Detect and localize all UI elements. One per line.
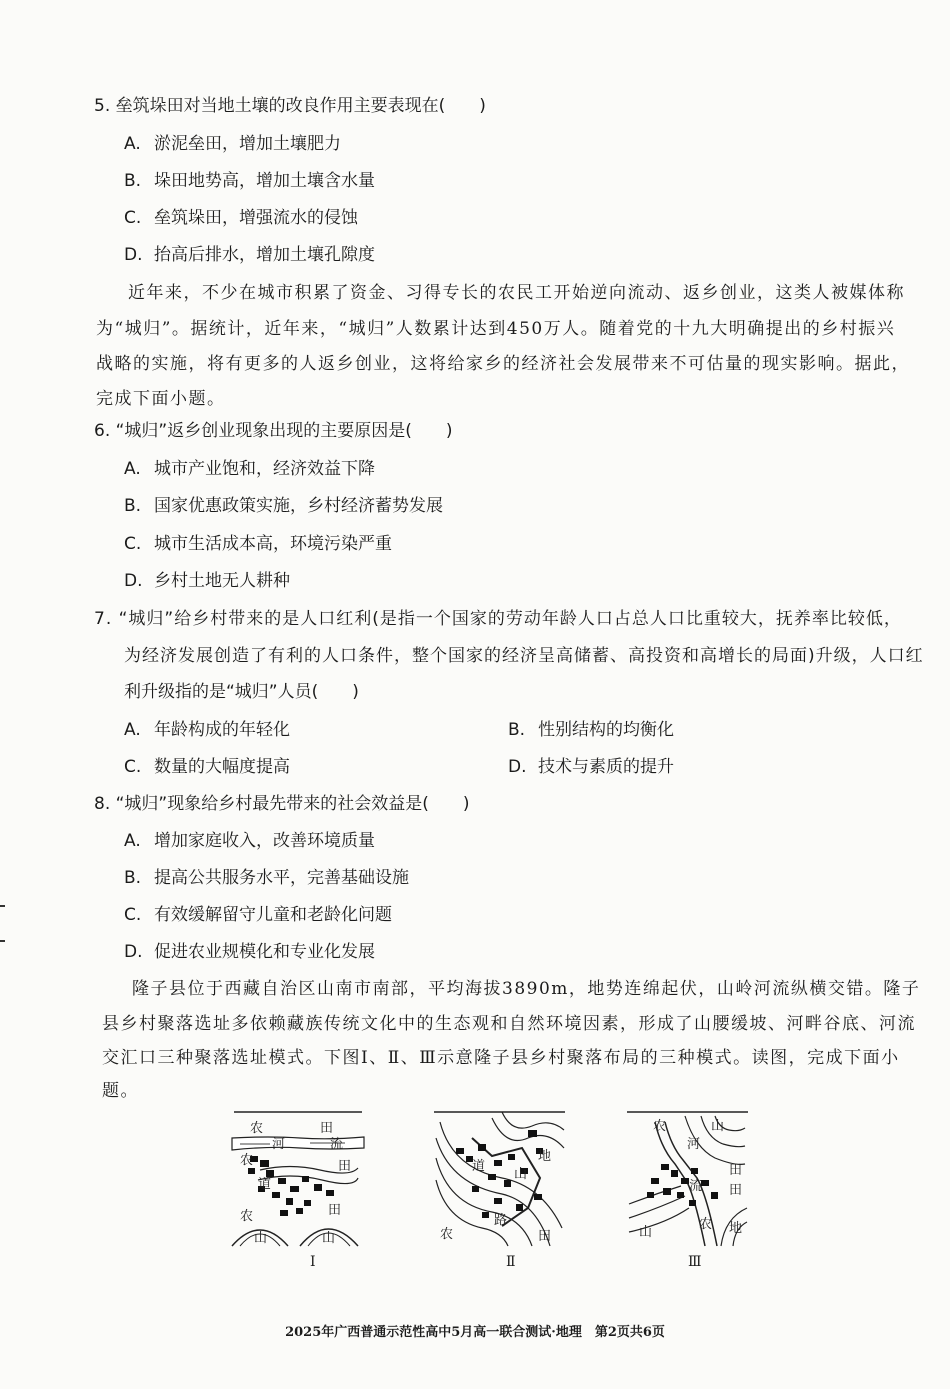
settlement-figure-1 bbox=[230, 1108, 365, 1248]
option-label: C. bbox=[124, 757, 142, 777]
option-label: C. bbox=[124, 208, 142, 228]
fig3-label-nong-2: 农 bbox=[699, 1217, 713, 1232]
q8-option-c[interactable] bbox=[124, 904, 392, 926]
passage1-line-1: 近年来，不少在城市积累了资金、习得专长的农民工开始逆向流动、返乡创业，这类人被媒体称 bbox=[128, 283, 905, 303]
q7-stem-line-1: 7. “城归”给乡村带来的是人口红利(是指一个国家的劳动年龄人口占总人口比重较大，抚养率比较低， bbox=[94, 609, 902, 629]
fig2-caption: Ⅱ bbox=[506, 1254, 516, 1270]
option-label: D. bbox=[124, 942, 143, 962]
q7-option-c[interactable] bbox=[124, 756, 290, 778]
option-label: B. bbox=[124, 171, 142, 191]
option-text: 有效缓解留守儿童和老龄化问题 bbox=[154, 905, 392, 925]
q8-option-a[interactable] bbox=[124, 830, 375, 852]
fig1-label-nong-1: 农 bbox=[250, 1121, 264, 1136]
option-text: 乡村土地无人耕种 bbox=[154, 571, 290, 591]
fig3-label-liu: 流 bbox=[689, 1179, 703, 1194]
option-text: 抬高后排水，增加土壤孔隙度 bbox=[154, 245, 375, 265]
fig1-label-nong-3: 农 bbox=[240, 1209, 254, 1224]
q5-stem: 5. 垒筑垛田对当地土壤的改良作用主要表现在( ) bbox=[94, 96, 486, 116]
option-label: D. bbox=[508, 757, 527, 777]
scan-mark bbox=[0, 905, 5, 907]
fig1-label-nong-2: 农 bbox=[240, 1153, 254, 1168]
fig2-label-dao: 道 bbox=[472, 1159, 486, 1174]
q7-option-b[interactable] bbox=[508, 719, 674, 741]
option-label: A. bbox=[124, 459, 141, 479]
option-text: 促进农业规模化和专业化发展 bbox=[154, 942, 375, 962]
passage1-line-3: 战略的实施，将有更多的人返乡创业，这将给家乡的经济社会发展带来不可估量的现实影响。据此， bbox=[96, 354, 910, 374]
fig1-label-tian-2: 田 bbox=[338, 1159, 352, 1174]
settlement-figure-2 bbox=[432, 1108, 567, 1248]
fig1-label-liu: 流 bbox=[330, 1137, 344, 1152]
fig2-label-shan: 山 bbox=[514, 1167, 528, 1182]
scan-mark bbox=[0, 940, 5, 942]
q7-stem-line-3: 利升级指的是“城归”人员( ) bbox=[124, 682, 359, 702]
q6-option-c[interactable] bbox=[124, 533, 392, 555]
q8-option-b[interactable] bbox=[124, 867, 409, 889]
option-text: 垛田地势高，增加土壤含水量 bbox=[154, 171, 375, 191]
option-label: A. bbox=[124, 831, 141, 851]
option-text: 淤泥垒田，增加土壤肥力 bbox=[154, 134, 341, 154]
q6-option-b[interactable] bbox=[124, 495, 443, 517]
fig2-label-lu: 路 bbox=[494, 1213, 508, 1228]
fig3-caption: Ⅲ bbox=[688, 1254, 702, 1270]
fig1-label-dao: 道 bbox=[258, 1177, 272, 1192]
fig3-label-shan-2: 山 bbox=[639, 1225, 653, 1240]
passage1-line-2: 为“城归”。据统计，近年来，“城归”人数累计达到450万人。随着党的十九大明确提出的乡村振兴 bbox=[96, 319, 896, 339]
q7-option-a[interactable] bbox=[124, 719, 290, 741]
q8-option-d[interactable] bbox=[124, 941, 375, 963]
option-label: C. bbox=[124, 534, 142, 554]
option-label: A. bbox=[124, 720, 141, 740]
option-text: 数量的大幅度提高 bbox=[154, 757, 290, 777]
q6-stem: 6. “城归”返乡创业现象出现的主要原因是( ) bbox=[94, 421, 453, 441]
option-text: 提高公共服务水平，完善基础设施 bbox=[154, 868, 409, 888]
option-text: 增加家庭收入，改善环境质量 bbox=[154, 831, 375, 851]
fig1-label-tian-1: 田 bbox=[320, 1121, 334, 1136]
option-text: 城市生活成本高，环境污染严重 bbox=[154, 534, 392, 554]
q7-stem-line-2: 为经济发展创造了有利的人口条件，整个国家的经济呈高储蓄、高投资和高增长的局面)升级，人口红 bbox=[124, 646, 924, 666]
q7-option-d[interactable] bbox=[508, 756, 674, 778]
q8-stem: 8. “城归”现象给乡村最先带来的社会效益是( ) bbox=[94, 794, 470, 814]
option-label: C. bbox=[124, 905, 142, 925]
option-text: 性别结构的均衡化 bbox=[538, 720, 674, 740]
fig3-label-nong-1: 农 bbox=[653, 1119, 667, 1134]
passage2-line-1: 隆子县位于西藏自治区山南市南部，平均海拔3890m，地势连绵起伏，山岭河流纵横交错。隆子 bbox=[132, 979, 921, 999]
q6-option-a[interactable] bbox=[124, 458, 375, 480]
fig3-label-di: 地 bbox=[729, 1221, 743, 1236]
fig1-label-he: 河 bbox=[272, 1137, 286, 1152]
page-footer: 2025年广西普通示范性高中5月高一联合测试·地理 第2页共6页 bbox=[285, 1325, 665, 1340]
fig2-label-di: 地 bbox=[538, 1149, 552, 1164]
fig3-label-he: 河 bbox=[687, 1137, 701, 1152]
passage1-line-4: 完成下面小题。 bbox=[96, 389, 226, 409]
option-label: B. bbox=[508, 720, 526, 740]
option-label: D. bbox=[124, 245, 143, 265]
q5-option-b[interactable] bbox=[124, 170, 375, 192]
fig1-label-tian-3: 田 bbox=[328, 1203, 342, 1218]
option-label: A. bbox=[124, 134, 141, 154]
q5-option-a[interactable] bbox=[124, 133, 341, 155]
option-label: D. bbox=[124, 571, 143, 591]
option-text: 技术与素质的提升 bbox=[538, 757, 674, 777]
fig3-label-tian-2: 田 bbox=[729, 1183, 743, 1198]
option-label: B. bbox=[124, 868, 142, 888]
fig2-label-nong: 农 bbox=[440, 1227, 454, 1242]
passage2-line-4: 题。 bbox=[102, 1081, 139, 1101]
q6-option-d[interactable] bbox=[124, 570, 290, 592]
fig3-label-tian-1: 田 bbox=[729, 1163, 743, 1178]
option-text: 城市产业饱和，经济效益下降 bbox=[154, 459, 375, 479]
option-text: 垒筑垛田，增强流水的侵蚀 bbox=[154, 208, 358, 228]
fig3-label-shan-1: 山 bbox=[711, 1119, 725, 1134]
q5-option-c[interactable] bbox=[124, 207, 358, 229]
option-label: B. bbox=[124, 496, 142, 516]
q5-option-d[interactable] bbox=[124, 244, 375, 266]
fig2-label-tian: 田 bbox=[538, 1229, 552, 1244]
passage2-line-2: 县乡村聚落选址多依赖藏族传统文化中的生态观和自然环境因素，形成了山腰缓坡、河畔谷底、河流 bbox=[102, 1014, 916, 1034]
fig1-label-shan-1: 山 bbox=[254, 1231, 268, 1246]
option-text: 国家优惠政策实施，乡村经济蓄势发展 bbox=[154, 496, 443, 516]
fig1-label-shan-2: 山 bbox=[322, 1231, 336, 1246]
settlement-figure-3 bbox=[625, 1108, 750, 1248]
passage2-line-3: 交汇口三种聚落选址模式。下图Ⅰ、Ⅱ、Ⅲ示意隆子县乡村聚落布局的三种模式。读图，完成下面小 bbox=[102, 1048, 900, 1068]
option-text: 年龄构成的年轻化 bbox=[154, 720, 290, 740]
fig1-caption: Ⅰ bbox=[310, 1254, 316, 1270]
